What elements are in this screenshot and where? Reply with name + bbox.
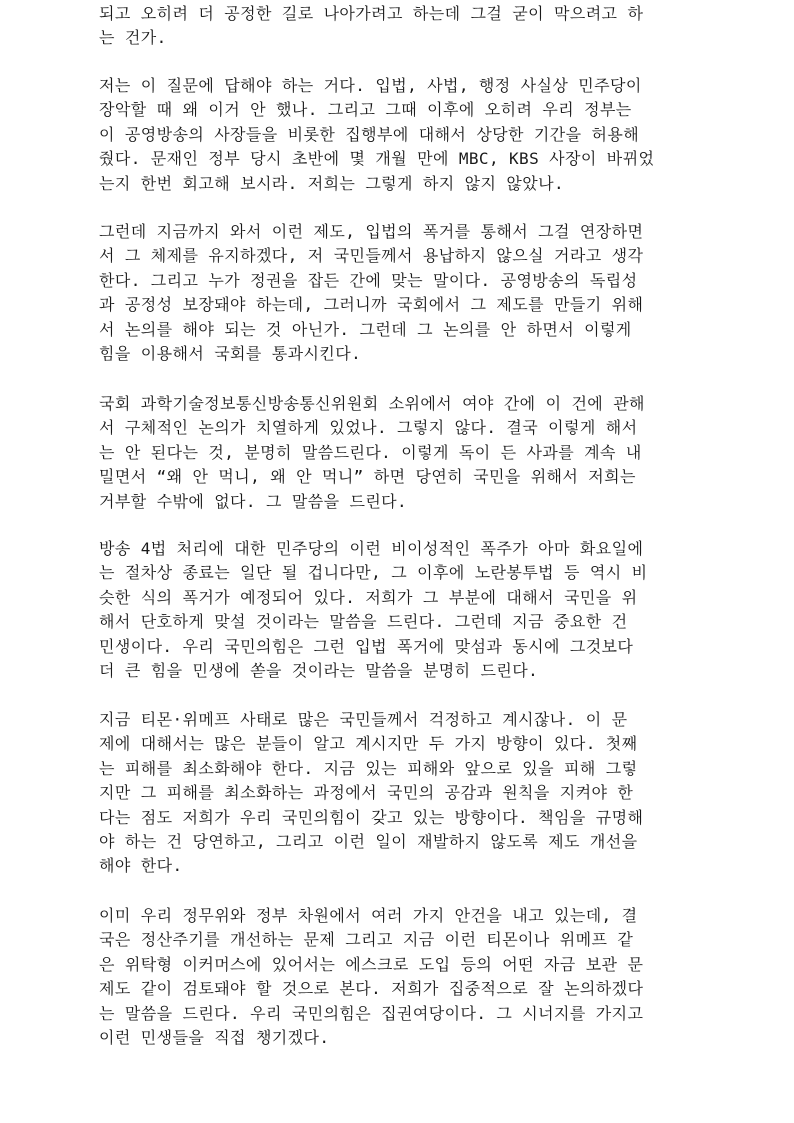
text-line: 야 하는 건 당연하고, 그리고 이런 일이 재발하지 않도록 제도 개선을 — [99, 831, 638, 851]
text-line: 그런데 지금까지 와서 이런 제도, 입법의 폭거를 통해서 그걸 연장하면 — [99, 222, 644, 241]
text-line: 힘을 이용해서 국회를 통과시킨다. — [99, 343, 362, 363]
text-line: 서 논의를 해야 되는 것 아닌가. 그런데 그 논의를 안 하면서 이렇게 — [99, 319, 632, 339]
text-line: 해야 한다. — [99, 856, 183, 876]
paragraph-2 — [99, 74, 654, 196]
text-line: 는 말씀을 드린다. 우리 국민의힘은 집권여당이다. 그 시너지를 가지고 — [99, 1003, 644, 1023]
text-line: 민생이다. 우리 국민의힘은 그런 입법 폭거에 맞섬과 동시에 그것보다 — [99, 636, 634, 656]
text-line: 는 절차상 종료는 일단 될 겁니다만, 그 이후에 노란봉투법 등 역시 비 — [99, 563, 648, 583]
text-line: 국은 정산주기를 개선하는 문제 그리고 지금 이런 티몬이나 위메프 같 — [99, 930, 634, 950]
text-line: 저는 이 질문에 답해야 하는 거다. 입법, 사법, 행정 사실상 민주당이 — [99, 76, 642, 95]
text-line: 는 피해를 최소화해야 한다. 지금 있는 피해와 앞으로 있을 피해 그렇 — [99, 758, 638, 778]
text-line: 한다. 그리고 누가 정권을 잡든 간에 맞는 말이다. 공영방송의 독립성 — [99, 270, 638, 290]
text-line: 제도 같이 검토돼야 할 것으로 본다. 저희가 집중적으로 잘 논의하겠다 — [99, 979, 644, 999]
text-line: 은 위탁형 이커머스에 있어서는 에스크로 도입 등의 어떤 자금 보관 문 — [99, 954, 644, 974]
text-line: 해서 단호하게 맞설 것이라는 말씀을 드린다. 그런데 지금 중요한 건 — [99, 612, 628, 632]
text-line: 줬다. 문재인 정부 당시 초반에 몇 개월 만에 MBC, KBS 사장이 바뀌었 — [99, 149, 655, 169]
paragraph-4 — [99, 392, 645, 514]
paragraph-5 — [99, 537, 648, 683]
text-line: 다는 점도 저희가 우리 국민의힘이 갖고 있는 방향이다. 책임을 규명해 — [99, 807, 644, 827]
text-line: 는지 한번 회고해 보시라. 저희는 그렇게 하지 않지 않았나. — [99, 173, 565, 193]
text-line: 더 큰 힘을 민생에 쏟을 것이라는 말씀을 분명히 드린다. — [99, 660, 539, 680]
text-line: 지만 그 피해를 최소화하는 과정에서 국민의 공감과 원칙을 지켜야 한 — [99, 783, 634, 803]
text-line: 이런 민생들을 직접 챙기겠다. — [99, 1027, 330, 1047]
text-line: 거부할 수밖에 없다. 그 말씀을 드린다. — [99, 491, 408, 511]
text-line: 과 공정성 보장돼야 하는데, 그러니까 국회에서 그 제도를 만들기 위해 — [99, 295, 644, 315]
paragraph-1 — [99, 2, 643, 51]
text-line: 장악할 때 왜 이거 안 했나. 그리고 그때 이후에 오히려 우리 정부는 — [99, 100, 632, 120]
text-line: 슷한 식의 폭거가 예정되어 있다. 저희가 그 부분에 대해서 국민을 위 — [99, 587, 638, 607]
text-line: 방송 4법 처리에 대한 민주당의 이런 비이성적인 폭주가 아마 화요일에 — [99, 539, 644, 558]
paragraph-3 — [99, 220, 643, 366]
paragraph-6 — [99, 708, 643, 879]
text-line: 되고 오히려 더 공정한 길로 나아가려고 하는데 그걸 굳이 막으려고 하 — [99, 4, 644, 23]
text-line: 서 그 체제를 유지하겠다, 저 국민들께서 용납하지 않으실 거라고 생각 — [99, 246, 644, 266]
text-line: 국회 과학기술정보통신방송통신위원회 소위에서 여야 간에 이 건에 관해 — [99, 394, 645, 413]
text-line: 는 건가. — [99, 28, 167, 48]
text-line: 이 공영방송의 사장들을 비롯한 집행부에 대해서 상당한 기간을 허용해 — [99, 124, 640, 144]
text-line: 이미 우리 정무위와 정부 차원에서 여러 가지 안건을 내고 있는데, 결 — [99, 906, 638, 925]
text-line: 밀면서 “왜 안 먹니, 왜 안 먹니” 하면 당연히 국민을 위해서 저희는 — [99, 467, 636, 487]
text-line: 서 구체적인 논의가 치열하게 있었나. 그렇지 않다. 결국 이렇게 해서 — [99, 418, 638, 438]
text-line: 지금 티몬·위메프 사태로 많은 국민들께서 걱정하고 계시잖나. 이 문 — [99, 710, 628, 729]
paragraph-7 — [99, 904, 643, 1050]
text-line: 제에 대해서는 많은 분들이 알고 계시지만 두 가지 방향이 있다. 첫째 — [99, 734, 638, 754]
text-line: 는 안 된다는 것, 분명히 말씀드린다. 이렇게 독이 든 사과를 계속 내 — [99, 442, 642, 462]
